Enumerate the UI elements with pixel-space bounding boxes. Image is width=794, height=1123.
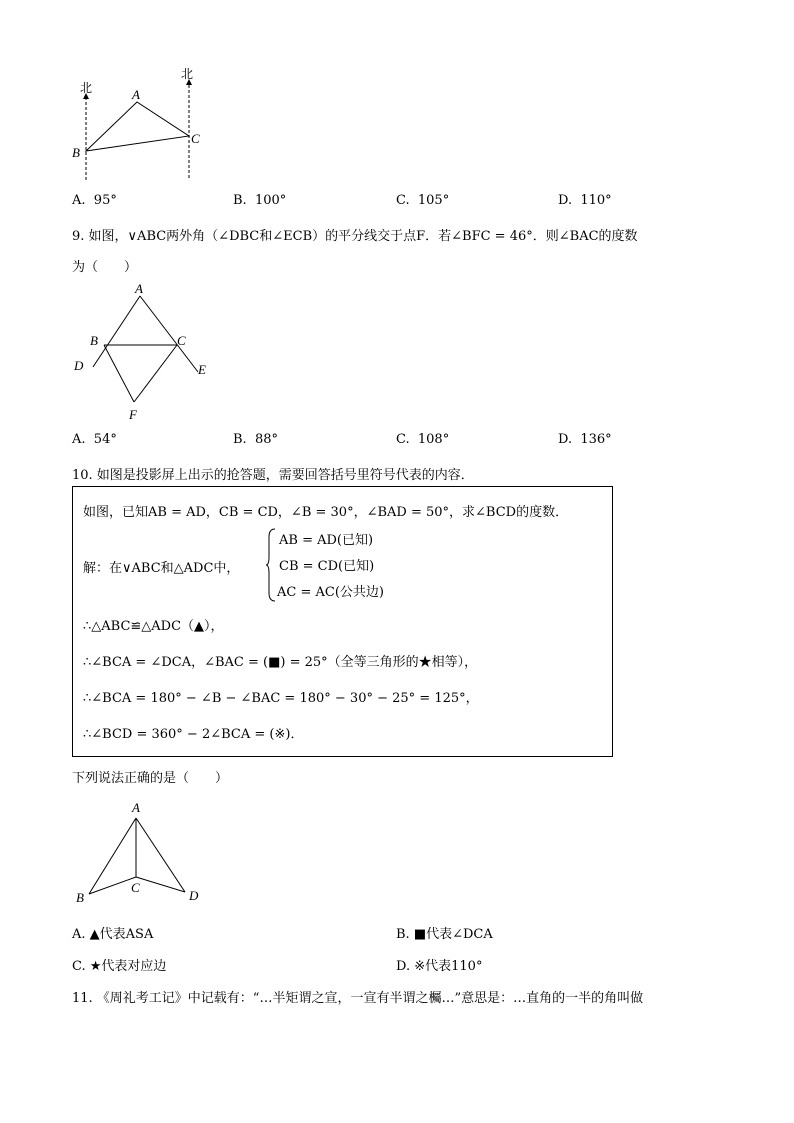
q10-figure: [70, 798, 210, 910]
point-a: A: [135, 281, 143, 296]
q11-stem-line1: 11. 《周礼考工记》中记载有：“…半矩谓之宣，一宣有半谓之欘…”意思是：…直角的一半的角叫做: [72, 991, 644, 1006]
q10-stem: 10. 如图是投影屏上出示的抢答题，需要回答括号里符号代表的内容．: [72, 468, 474, 483]
q8-option-c[interactable]: C. 105°: [396, 193, 450, 208]
q10-option-b[interactable]: B. ■代表∠DCA: [396, 927, 493, 942]
box-step-3: ∴∠BCA = 180° − ∠B − ∠BAC = 180° − 30° − 25° = 125°，: [83, 691, 479, 706]
point-a: A: [132, 87, 140, 102]
point-b: B: [72, 145, 80, 160]
point-d: D: [74, 358, 84, 373]
north-label-1: 北: [80, 81, 93, 95]
point-c: C: [177, 333, 186, 348]
q9-stem-line1: 9. 如图，∨ABC两外角（∠DBC和∠ECB）的平分线交于点F．若∠BFC = 46°．则∠BAC的度数: [72, 229, 638, 244]
q9-option-a[interactable]: A. 54°: [72, 432, 117, 447]
q9-option-b[interactable]: B. 88°: [233, 432, 278, 447]
q8-option-a[interactable]: A. 95°: [72, 193, 117, 208]
north-label-2: 北: [181, 67, 194, 81]
brace-row-1: AB = AD(已知): [279, 533, 374, 548]
point-a: A: [132, 800, 140, 815]
point-f: F: [129, 407, 137, 422]
box-step-1: ∴△ABC≌△ADC（▲），: [83, 619, 224, 634]
q9-option-c[interactable]: C. 108°: [396, 432, 450, 447]
q10-option-a[interactable]: A. ▲代表ASA: [72, 927, 154, 942]
box-given: 如图，已知AB = AD，CB = CD，∠B = 30°，∠BAD = 50°，求∠BCD的度数．: [83, 505, 569, 520]
box-step-4: ∴∠BCD = 360° − 2∠BCA = (※)．: [83, 727, 304, 742]
brace-row-3: AC = AC(公共边): [277, 585, 384, 600]
triangle-abc: [86, 102, 189, 151]
point-e: E: [198, 362, 206, 377]
q9-option-d[interactable]: D. 136°: [558, 432, 612, 447]
point-b: B: [90, 333, 98, 348]
brace-row-2: CB = CD(已知): [279, 559, 375, 574]
q9-stem-line2: 为（ ）: [72, 260, 138, 275]
q9-figure: [68, 278, 218, 426]
point-b: B: [76, 890, 84, 905]
q8-figure: [60, 60, 220, 185]
q10-option-c[interactable]: C. ★代表对应边: [72, 959, 167, 974]
q8-option-d[interactable]: D. 110°: [558, 193, 612, 208]
point-d: D: [189, 888, 199, 903]
q8-option-b[interactable]: B. 100°: [233, 193, 287, 208]
q10-projection-box: [72, 486, 613, 757]
box-solve-label: 解：在∨ABC和△ADC中，: [83, 561, 240, 576]
point-c: C: [191, 131, 200, 146]
brace: [265, 527, 277, 603]
q10-option-d[interactable]: D. ※代表110°: [396, 959, 483, 974]
box-step-2: ∴∠BCA = ∠DCA，∠BAC = (■) = 25°（全等三角形的★相等），: [83, 655, 478, 670]
point-c: C: [131, 880, 140, 895]
q10-question: 下列说法正确的是（ ）: [72, 771, 229, 786]
